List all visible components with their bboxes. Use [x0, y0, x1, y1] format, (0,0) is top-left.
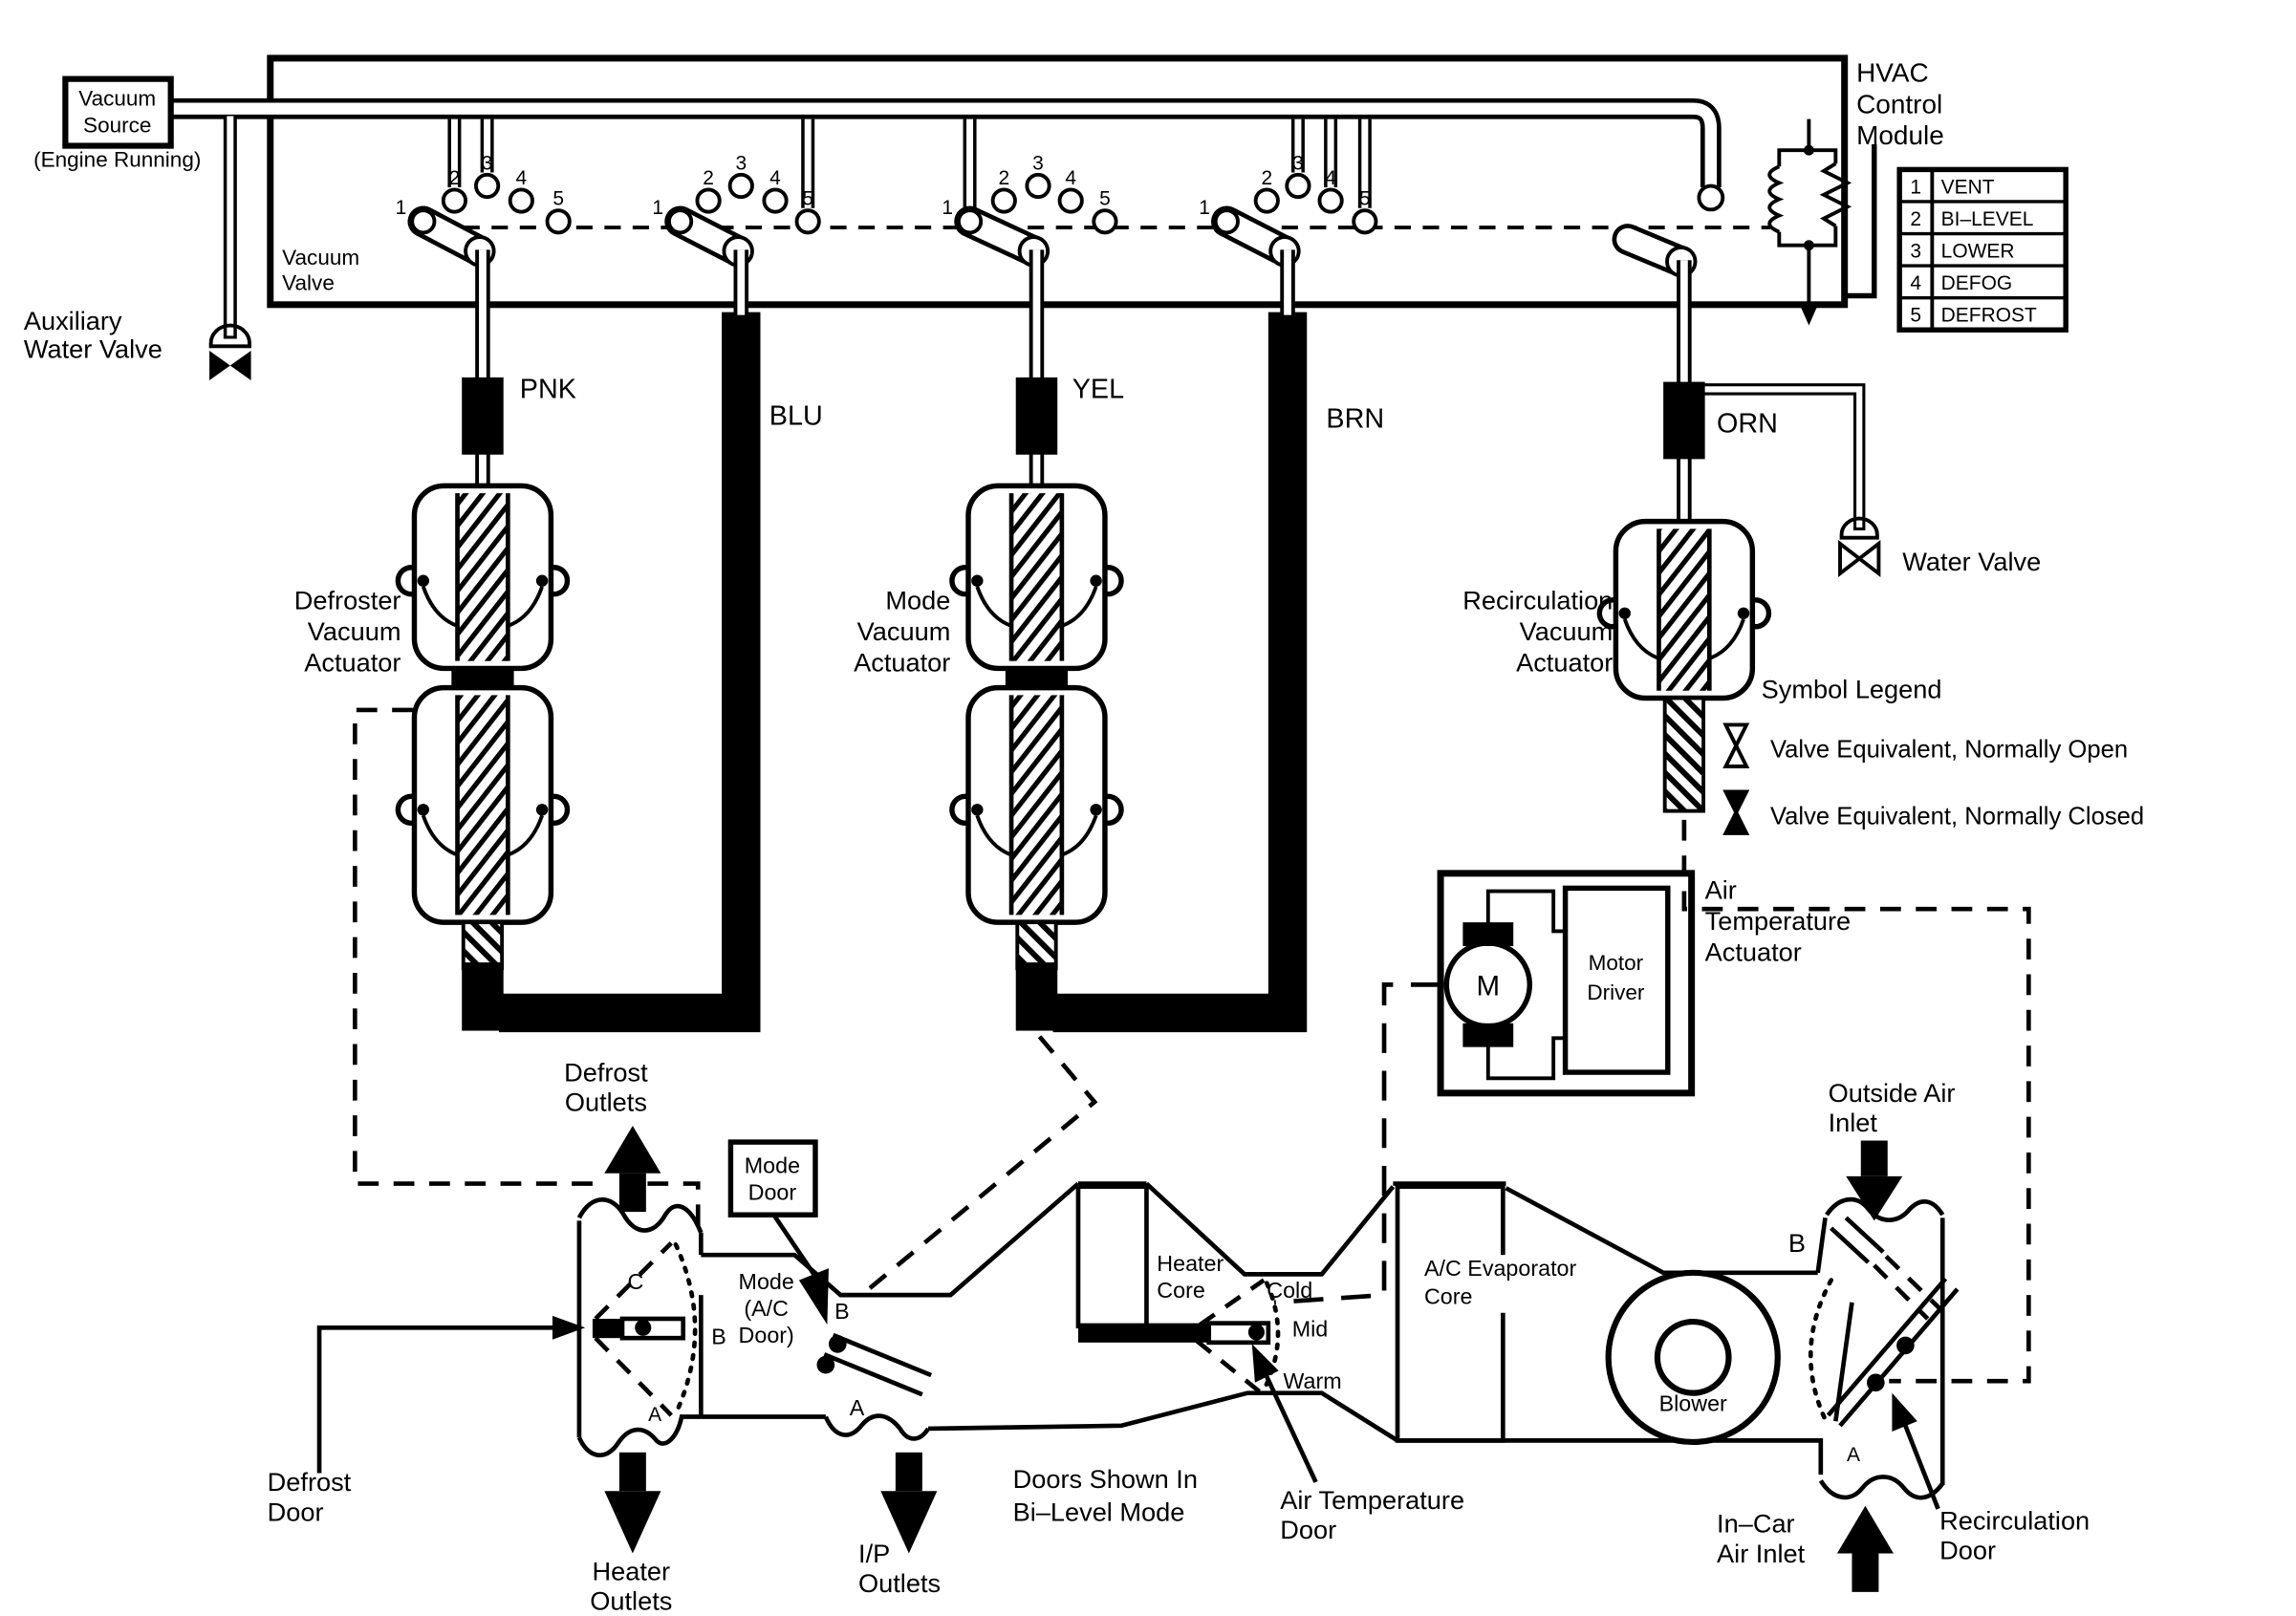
defrost-door-pointer-line — [319, 1327, 552, 1473]
port-g1-2 — [444, 189, 466, 211]
recirc-door-pivot-2 — [1867, 1373, 1885, 1391]
defrost-door-vane — [593, 1319, 622, 1338]
mode-table-label: VENT — [1940, 176, 1995, 199]
defroster-vacuum-actuator — [398, 485, 567, 968]
port-number: 3 — [1292, 152, 1304, 175]
port-g2-4 — [764, 189, 786, 211]
port-number: 5 — [1359, 187, 1371, 210]
letter-b-mode: B — [834, 1298, 850, 1324]
port-g3-3 — [1027, 175, 1049, 197]
mode-door-vane-bottom — [824, 1354, 922, 1394]
mode-table-num: 2 — [1910, 207, 1922, 230]
defrost-outlets-arrow-stem — [619, 1174, 646, 1212]
mode-table-num: 4 — [1910, 271, 1922, 294]
air-temp-actuator-label-2: Temperature — [1704, 905, 1852, 936]
port-number: 2 — [703, 166, 714, 189]
blu-label: BLU — [769, 400, 823, 432]
heater-core-label-2: Core — [1157, 1278, 1205, 1304]
evaporator-label-1: A/C Evaporator — [1423, 1255, 1577, 1281]
mode-actuator-label-1: Mode — [885, 585, 951, 615]
solenoid-coil-icon — [1769, 166, 1779, 231]
mode-actuator-label-2: Vacuum — [856, 615, 951, 646]
manifold-ports — [396, 119, 1723, 276]
air-temp-door-pivot — [1248, 1324, 1265, 1340]
hvac-pointer-line — [1845, 144, 1874, 295]
mode-vacuum-actuator-upper-spring-coil — [1011, 493, 1062, 661]
supply-tube-inner — [171, 109, 1711, 187]
doors-note-2: Bi–Level Mode — [1012, 1497, 1185, 1527]
mode-door-callout — [730, 1142, 815, 1215]
in-car-arrow-head — [1837, 1506, 1894, 1554]
air-temp-door-link — [1274, 984, 1440, 1302]
recirc-door-travel-arc — [1810, 1281, 1830, 1423]
port-number: 5 — [802, 187, 814, 210]
outside-air-label-1: Outside Air — [1828, 1078, 1956, 1109]
mode-actuator-label-3: Actuator — [854, 647, 951, 678]
port-g3-4 — [1060, 189, 1082, 211]
valve-open-icon — [1725, 724, 1746, 766]
manifold-label-2: Valve — [282, 270, 335, 295]
port-number: 2 — [1261, 166, 1273, 189]
mode-vacuum-actuator-upper-ear-dot — [1090, 575, 1101, 587]
port-number: 4 — [769, 166, 781, 189]
defrost-door-label-2: Door — [267, 1497, 324, 1527]
port-g2-2 — [697, 189, 719, 211]
defroster-vacuum-actuator-upper-ear-dot — [536, 575, 548, 587]
aux-valve-label-2: Water Valve — [23, 334, 162, 364]
vacuum-valve-manifold-box — [271, 58, 1845, 305]
evaporator-label-2: Core — [1423, 1283, 1473, 1309]
motor-driver-label-1: Motor — [1588, 950, 1644, 975]
air-temp-actuator-label-3: Actuator — [1704, 937, 1802, 967]
port-number: 1 — [652, 197, 664, 220]
mode-vacuum-actuator-lower-ear-dot — [971, 804, 983, 815]
defroster-hose-fitting — [462, 962, 504, 1030]
heater-core-block — [1078, 1187, 1146, 1326]
mode-ac-door-label-2: (A/C — [744, 1295, 790, 1321]
port-g4-3 — [1287, 175, 1309, 197]
motor-brush-bottom — [1462, 1023, 1513, 1047]
port-g3-5 — [1094, 210, 1116, 232]
mode-vacuum-actuator-lower-ear-dot — [1090, 804, 1101, 815]
defroster-vacuum-actuator-lower-ear-dot — [536, 804, 548, 815]
air-temp-door-pointer-head — [1252, 1344, 1279, 1382]
mode-vacuum-actuator-shaft — [1017, 922, 1055, 968]
port-number: 3 — [1032, 152, 1044, 175]
port-orn-supply — [1699, 186, 1722, 210]
defroster-vacuum-actuator-lower-spring-coil — [458, 695, 509, 915]
air-temp-actuator — [1440, 873, 1692, 1093]
hvac-label-3: Module — [1856, 120, 1944, 151]
defrost-outlets-arrow-head — [604, 1126, 661, 1174]
mode-door-label-2: Door — [747, 1179, 797, 1205]
vacuum-source — [33, 79, 201, 172]
mode-door-pivot-2 — [817, 1356, 835, 1374]
symbol-legend-open: Valve Equivalent, Normally Open — [1769, 736, 2129, 764]
hvac-label-1: HVAC — [1856, 57, 1929, 88]
heater-core-label-1: Heater — [1157, 1251, 1224, 1277]
valve-closed-icon — [1725, 791, 1746, 833]
port-g2-5 — [797, 210, 819, 232]
port-g4-4 — [1319, 189, 1341, 211]
vacuum-source-line2: Source — [83, 113, 152, 138]
port-number: 3 — [481, 152, 493, 175]
air-temp-door-label-2: Door — [1280, 1514, 1337, 1544]
port-number: 5 — [552, 187, 565, 210]
outside-air-label-2: Inlet — [1828, 1108, 1877, 1138]
port-number: 4 — [515, 166, 528, 189]
defroster-actuator-label-1: Defroster — [293, 585, 401, 615]
cold-label: Cold — [1267, 1278, 1313, 1304]
mode-table-label: DEFOG — [1940, 271, 2013, 294]
blower-inner-circle — [1657, 1322, 1729, 1393]
vacuum-supply-tube — [171, 109, 1711, 187]
doors-note-1: Doors Shown In — [1012, 1464, 1198, 1495]
port-number: 5 — [1099, 187, 1111, 210]
recirc-door-pointer-head — [1892, 1393, 1917, 1432]
mode-door-pointer-head — [799, 1268, 829, 1325]
ip-outlets-label-1: I/P — [858, 1538, 891, 1568]
heater-outlet-opening — [579, 1417, 701, 1455]
port-number: 2 — [998, 166, 1010, 189]
defrost-outlets-label-1: Defrost — [564, 1057, 648, 1088]
water-valve-label: Water Valve — [1902, 546, 2042, 576]
in-car-label-1: In–Car — [1717, 1508, 1795, 1539]
supply-tube-outer — [171, 109, 1711, 187]
port-number: 4 — [1065, 166, 1077, 189]
ip-outlets-arrow-stem — [896, 1453, 922, 1491]
port-g4-2 — [1256, 189, 1278, 211]
orn-label: ORN — [1717, 408, 1778, 440]
symbol-legend — [1725, 675, 2144, 833]
symbol-legend-closed: Valve Equivalent, Normally Closed — [1769, 803, 2145, 830]
defrost-door-label-1: Defrost — [267, 1467, 352, 1497]
recirc-actuator-label-1: Recirculation — [1462, 585, 1614, 615]
defroster-actuator-label-2: Vacuum — [307, 615, 401, 646]
mode-table-num: 5 — [1910, 304, 1922, 327]
symbol-legend-title: Symbol Legend — [1761, 674, 1942, 704]
letter-b-recirc: B — [1787, 1228, 1807, 1259]
recirc-door-label-2: Door — [1939, 1535, 1997, 1565]
defroster-vacuum-actuator-shaft — [464, 922, 502, 968]
heater-outlets-label-1: Heater — [592, 1556, 671, 1586]
mode-door-link — [869, 1037, 1094, 1289]
port-group-3 — [942, 119, 1116, 266]
mode-table-label: BI–LEVEL — [1940, 207, 2034, 230]
ip-outlets-label-2: Outlets — [858, 1567, 942, 1598]
port-number: 2 — [448, 166, 461, 189]
mode-door-pointer-line — [773, 1215, 813, 1274]
port-g1-4 — [510, 189, 532, 211]
in-car-label-2: Air Inlet — [1717, 1538, 1806, 1568]
defrost-door-pivot — [635, 1320, 651, 1336]
port-number: 1 — [395, 197, 407, 220]
defroster-vacuum-actuator-lower-ear-dot — [418, 804, 429, 815]
in-car-arrow-stem — [1852, 1553, 1878, 1591]
manifold-label-1: Vacuum — [282, 245, 360, 269]
mode-table-num: 1 — [1910, 176, 1922, 199]
yel-collar — [1016, 377, 1058, 455]
port-g4-5 — [1354, 210, 1375, 232]
mode-door-label-1: Mode — [744, 1153, 801, 1178]
brn-label: BRN — [1326, 403, 1385, 435]
port-number: 4 — [1325, 166, 1336, 189]
warm-label: Warm — [1283, 1368, 1342, 1393]
orn-valve-group — [1628, 186, 1722, 276]
aux-valve-label-1: Auxiliary — [23, 306, 122, 336]
solenoid-arrow-head — [1799, 302, 1820, 326]
motor-brush-top — [1462, 922, 1513, 946]
letter-a-recirc: A — [1847, 1444, 1861, 1467]
mid-label: Mid — [1291, 1316, 1329, 1342]
letter-a-defrost: A — [648, 1404, 662, 1427]
port-g1-1 — [412, 210, 434, 232]
defroster-actuator-label-3: Actuator — [304, 647, 401, 678]
letter-b-defrost: B — [711, 1324, 726, 1349]
pnk-label: PNK — [519, 374, 576, 405]
defrost-door-slider — [622, 1319, 683, 1338]
water-valve-right-wing — [1859, 544, 1878, 573]
motor-driver-label-2: Driver — [1587, 980, 1645, 1004]
outside-air-arrow-stem — [1861, 1141, 1888, 1176]
evaporator-core-block — [1397, 1187, 1503, 1441]
engine-running-label: (Engine Running) — [33, 147, 202, 172]
mode-table — [1899, 169, 2066, 330]
recirc-door-alt-positions — [1874, 1257, 1939, 1319]
vacuum-source-line1: Vacuum — [78, 86, 157, 111]
mode-table-label: LOWER — [1940, 240, 2015, 263]
ip-outlet-opening — [826, 1416, 928, 1439]
mode-table-num: 3 — [1910, 240, 1922, 263]
recirculation-vacuum-actuator-spring-coil — [1658, 528, 1709, 690]
air-temp-door-vane — [1078, 1324, 1209, 1343]
mode-hose-fitting — [1016, 962, 1058, 1030]
mode-vacuum-actuator-lower-spring-coil — [1011, 695, 1062, 915]
port-group-1 — [396, 119, 570, 266]
port-number: 3 — [735, 152, 747, 175]
air-temp-actuator-label-1: Air — [1704, 874, 1737, 905]
letter-c-defrost: C — [627, 1268, 644, 1294]
motor-m-label: M — [1476, 970, 1501, 1002]
port-g1-3 — [476, 175, 498, 197]
mode-door-pivot-1 — [829, 1335, 847, 1353]
recirculation-vacuum-actuator-ear-dot — [1619, 608, 1631, 619]
port-g3-2 — [993, 189, 1015, 211]
recirculation-vacuum-actuator-ear-dot — [1738, 608, 1749, 619]
pnk-collar — [462, 377, 504, 455]
mode-vacuum-actuator — [952, 485, 1121, 968]
recirculation-vacuum-actuator-shaft — [1665, 699, 1703, 811]
port-g3-1 — [959, 210, 981, 232]
hvac-label-2: Control — [1856, 89, 1943, 119]
port-g1-5 — [548, 210, 570, 232]
heater-outlets-arrow-stem — [619, 1453, 646, 1491]
mode-ac-door-label-1: Mode — [738, 1268, 794, 1294]
port-number: 1 — [942, 197, 954, 220]
defroster-vacuum-actuator-separator-band — [451, 667, 513, 688]
defroster-vacuum-actuator-upper-ear-dot — [418, 575, 429, 587]
recirc-actuator-label-2: Vacuum — [1519, 615, 1614, 646]
recirc-door-seat — [1831, 1217, 1883, 1262]
port-number: 1 — [1199, 197, 1210, 220]
recirc-door-label-1: Recirculation — [1939, 1505, 2090, 1536]
mode-vacuum-actuator-separator-band — [1006, 667, 1068, 688]
mode-door-vane-top — [834, 1335, 932, 1375]
in-car-opening — [1821, 1476, 1942, 1497]
aux-valve-left-wing — [209, 351, 230, 380]
port-g2-3 — [730, 175, 752, 197]
port-group-2 — [652, 119, 818, 266]
port-group-4 — [1199, 119, 1375, 266]
defroster-vacuum-actuator-upper-spring-coil — [458, 493, 509, 661]
port-g2-1 — [669, 210, 691, 232]
air-temp-door-label-1: Air Temperature — [1280, 1484, 1465, 1515]
port-g4-1 — [1216, 210, 1238, 232]
defrost-outlets-label-2: Outlets — [564, 1087, 647, 1117]
yel-label: YEL — [1072, 374, 1125, 405]
recirc-door-pivot-1 — [1896, 1337, 1915, 1355]
mode-table-label: DEFROST — [1940, 304, 2037, 327]
heater-outlets-arrow-head — [604, 1491, 661, 1553]
recirc-actuator-label-3: Actuator — [1516, 647, 1614, 678]
mode-ac-door-label-3: Door) — [738, 1322, 794, 1347]
mode-vacuum-actuator-upper-ear-dot — [971, 575, 983, 587]
solenoid-circuit-icon — [1769, 119, 1848, 326]
letter-a-mode: A — [849, 1394, 865, 1420]
aux-valve-right-wing — [230, 351, 251, 380]
heater-outlets-label-2: Outlets — [590, 1585, 673, 1616]
blower-label: Blower — [1658, 1390, 1727, 1416]
orn-collar — [1663, 382, 1705, 460]
